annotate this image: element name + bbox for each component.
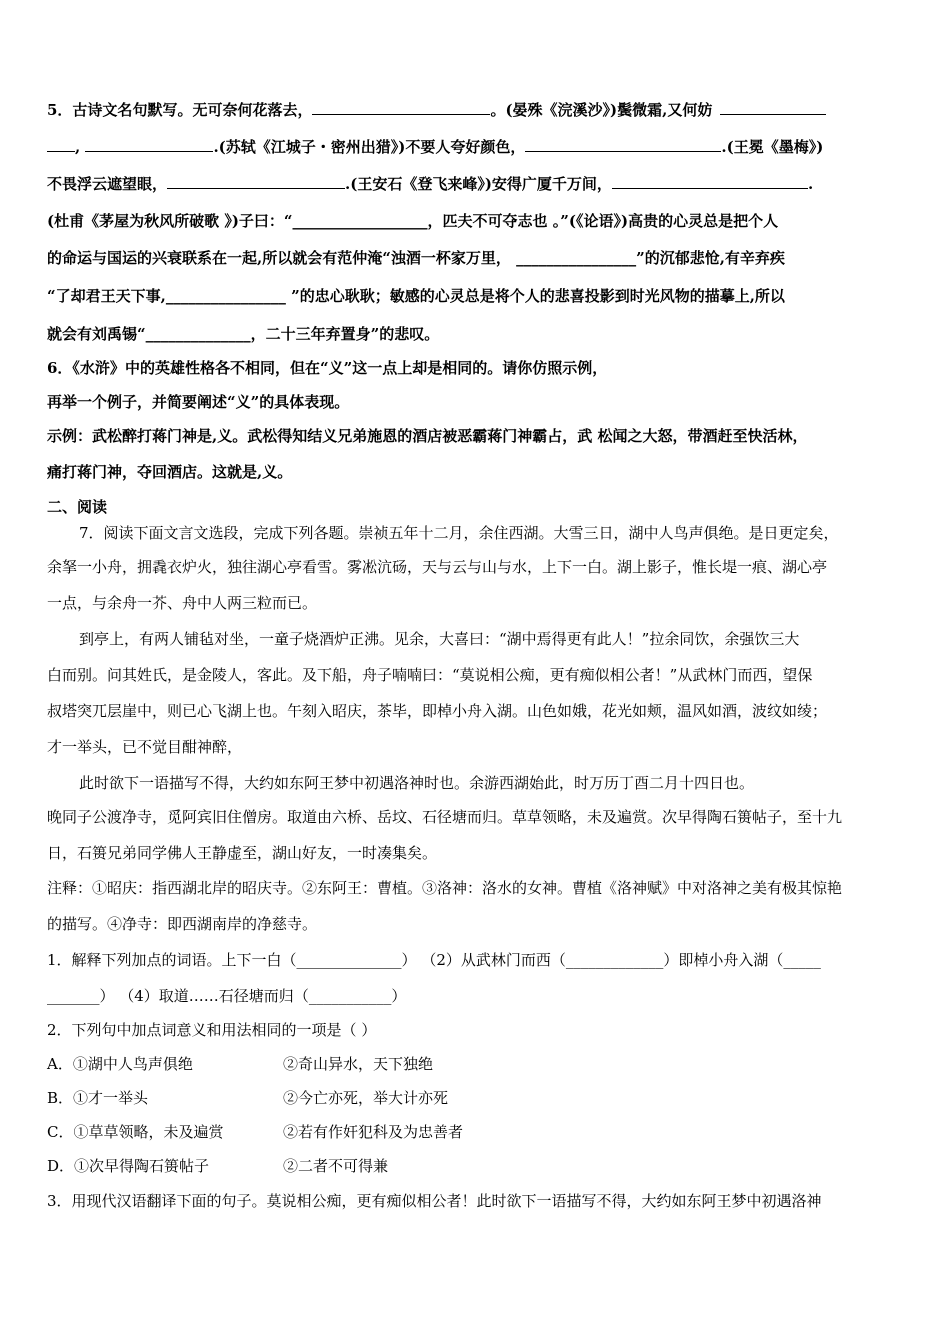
q6-line-1: 6．《水浒》中的英雄性格各不相同，但在“义”这一点上却是相同的。请你仿照示例，	[47, 359, 608, 377]
passage-line: 叔塔突兀层崖中，则已心飞湖上也。午刻入昭庆，茶毕，即棹小舟入湖。山色如娥，花光如颊，温风如酒，波纹如绫；	[47, 702, 828, 720]
q2-stem: 2．下列句中加点词意义和用法相同的一项是（ ）	[47, 1021, 377, 1039]
blank[interactable]	[47, 137, 75, 152]
q1-line-2: _______） （4）取道……石径塘而归（___________）	[47, 987, 407, 1005]
passage-line: 白而别。问其姓氏，是金陵人，客此。及下船，舟子喃喃曰：“莫说相公痴，更有痴似相公者！”从武林门而西，望保	[47, 666, 813, 684]
q6-example-line-1: 示例：武松醉打蒋门神是,义。武松得知结义兄弟施恩的酒店被恶霸蒋门神霸占，武 松闻之大怒，带酒赶至快活林，	[47, 427, 808, 445]
q2-option-c[interactable]: C．①草草领略，未及遍赏 ②若有作奸犯科及为忠善者	[47, 1123, 464, 1141]
passage-line: 7．阅读下面文言文选段，完成下列各题。崇祯五年十二月，余住西湖。大雪三日，湖中人鸟声俱绝。是日更定矣，	[79, 524, 839, 542]
q5-line-3: 不畏浮云遮望眼， .(王安石《登飞来峰》)安得广厦千万间， .	[47, 175, 814, 193]
q6-line-2: 再举一个例子，并简要阐述“义”的具体表现。	[47, 393, 350, 411]
passage-line: 才一举头，已不觉目酣神醉，	[47, 738, 243, 756]
passage-line: 余拏一小舟，拥毳衣炉火，独往湖心亭看雪。雾凇沆砀，天与云与山与水，上下一白。湖上影子，惟长堤一痕、湖心亭	[47, 558, 828, 576]
q2-option-d[interactable]: D．①次早得陶石篑帖子 ②二者不可得兼	[47, 1157, 389, 1175]
q6-example-line-2: 痛打蒋门神，夺回酒店。这就是,义。	[47, 463, 293, 481]
passage-line: 到亭上，有两人铺毡对坐，一童子烧酒炉正沸。见余，大喜曰：“湖中焉得更有此人！”拉余同饮，余强饮三大	[79, 630, 800, 648]
blank[interactable]	[167, 174, 345, 189]
passage-line: 晚同子公渡净寺，觅阿宾旧住僧房。取道由六桥、岳坟、石径塘而归。草草领略，未及遍赏。次早得陶石篑帖子，至十九	[47, 808, 843, 826]
notes-line: 的描写。④净寺：即西湖南岸的净慈寺。	[47, 915, 318, 933]
q2-option-a[interactable]: A．①湖中人鸟声俱绝 ②奇山异水，天下独绝	[47, 1055, 434, 1073]
q5-line-5: 的命运与国运的兴衰联系在一起,所以就会有范仲淹“浊酒一杯家万里， ________________”的沉郁悲怆,有辛弃疾	[47, 249, 785, 267]
passage-line: 此时欲下一语描写不得，大约如东阿王梦中初遇洛神时也。余游西湖始此，时万历丁酉二月十四日也。	[79, 774, 755, 792]
q5-line-6: “了却君王天下事,________________ ”的忠心耿耿；敏感的心灵总是将个人的悲喜投影到时光风物的描摹上,所以	[47, 287, 785, 305]
q2-option-b[interactable]: B．①才一举头 ②今亡亦死，举大计亦死	[47, 1089, 449, 1107]
blank[interactable]	[312, 100, 490, 115]
q5-line-7: 就会有刘禹锡“______________，二十三年弃置身”的悲叹。	[47, 325, 440, 343]
blank[interactable]	[720, 100, 826, 115]
q3-stem: 3．用现代汉语翻译下面的句子。莫说相公痴，更有痴似相公者！此时欲下一语描写不得，大约如东阿王梦中初遇洛神	[47, 1192, 822, 1210]
q1-line-1: 1．解释下列加点的词语。上下一白（______________） （2）从武林门而西（_____________）即棹小舟入湖（_____	[47, 951, 821, 969]
passage-line: 一点，与余舟一芥、舟中人两三粒而已。	[47, 594, 318, 612]
blank[interactable]	[85, 137, 213, 152]
blank[interactable]	[525, 137, 721, 152]
q5-line-4: (杜甫《茅屋为秋风所破歌 》)子曰：“__________________，匹夫不可夺志也 。”(《论语》)高贵的心灵总是把个人	[47, 212, 779, 230]
q5-line-1: 5．古诗文名句默写。无可奈何花落去， 。(晏殊《浣溪沙》)鬓微霜,又何妨	[47, 100, 826, 120]
blank[interactable]	[612, 174, 808, 189]
q5-line-2: , .(苏轼《江城子・密州出猎》)不要人夸好颜色， .(王冕《墨梅》)	[47, 137, 823, 157]
section-heading-reading: 二、阅读	[47, 498, 108, 516]
passage-line: 日，石篑兄弟同学佛人王静虚至，湖山好友，一时凑集矣。	[47, 844, 438, 862]
notes-line: 注释：①昭庆：指西湖北岸的昭庆寺。②东阿王：曹植。③洛神：洛水的女神。曹植《洛神赋》中对洛神之美有极其惊艳	[47, 879, 843, 897]
